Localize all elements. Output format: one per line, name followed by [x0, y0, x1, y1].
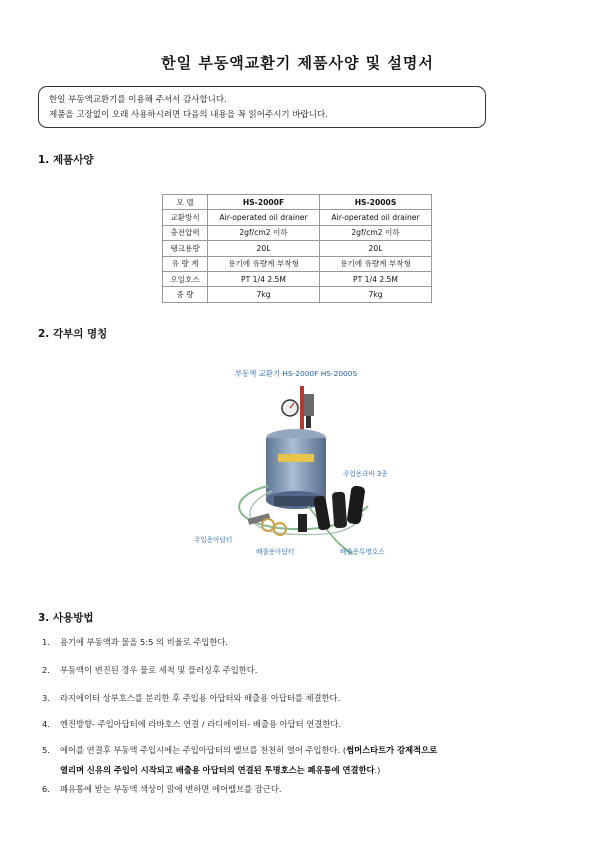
table-row	[163, 256, 432, 271]
notice-line-1: 한일 부동액교환기를 이용해 주셔서 감사합니다.	[49, 95, 227, 105]
document-title: 한일 부동액교환기 제품사양 및 설명서	[161, 54, 434, 72]
table-cell: 20L	[208, 241, 320, 256]
inject-adapter	[248, 513, 286, 535]
list-item	[42, 636, 228, 648]
table-cell: Air-operated oil drainer	[208, 210, 320, 225]
list-item	[42, 718, 341, 730]
step-number: 4.	[42, 719, 50, 729]
table-cell: 용기에 유량계 부착형	[320, 256, 432, 271]
label-lever: 주입용라바 3종	[343, 470, 388, 478]
step-text: .)	[374, 765, 381, 775]
list-item	[42, 692, 340, 704]
pressure-gauge	[282, 386, 314, 432]
table-row	[163, 210, 432, 225]
table-cell: 2gf/cm2 이하	[320, 225, 432, 240]
table-cell: 탱크용량	[163, 241, 208, 256]
table-row	[163, 241, 432, 256]
step-text: 라지에이터 상부호스를 분리한 후 주입용 아답터와 배출용 아답터를 체결한다.	[60, 693, 341, 703]
product-illustration	[188, 356, 410, 568]
step-number: 6.	[42, 784, 50, 794]
section-heading-spec: 1. 제품사양	[38, 154, 94, 166]
spec-header-cell: HS-2000F	[208, 195, 320, 210]
step-text: 엔진방향- 주입아답터에 라바호스 연결 / 라디에이터- 배출용 아답터 연결한다.	[60, 719, 341, 729]
step-text: 용기에 부동액과 물을 5:5 의 비율로 주입한다.	[60, 637, 229, 647]
step-text: 에어를 연결후 부동액 주입시에는 주입아답터의 밸브를 천천히 열어 주입한다. (	[60, 745, 347, 755]
table-cell: 중 량	[163, 287, 208, 302]
table-cell: 오일호스	[163, 271, 208, 286]
table-cell: PT 1/4 2.5M	[208, 271, 320, 286]
label-drain-adapter: 배출용아답터	[256, 548, 295, 556]
list-item-continuation	[60, 764, 380, 776]
step-text: 폐유통에 받는 부동액 색상이 맑에 변하면 에어밸브를 잠근다.	[60, 784, 282, 794]
step-number: 5.	[42, 745, 50, 755]
section-heading-usage: 3. 사용방법	[38, 612, 94, 624]
list-item	[42, 744, 437, 756]
table-cell: 20L	[320, 241, 432, 256]
spec-table-header	[163, 195, 432, 210]
table-cell: 교환방식	[163, 210, 208, 225]
notice-line-2: 제품을 고장없이 오래 사용하시려면 다음의 내용을 꼭 읽어주시기 바랍니다.	[49, 110, 328, 120]
list-item	[42, 783, 281, 795]
step-text: 부동액이 변진된 경우 물로 세척 및 플러싱후 주입한다.	[60, 665, 258, 675]
label-inject-adapter: 주입용아답터	[194, 536, 233, 544]
table-cell: 충전압력	[163, 225, 208, 240]
table-cell: 유 량 계	[163, 256, 208, 271]
product-photo	[188, 356, 410, 568]
section-heading-parts: 2. 각부의 명칭	[38, 328, 108, 340]
step-number: 3.	[42, 693, 50, 703]
spec-table	[162, 194, 432, 303]
drain-adapter	[298, 514, 307, 532]
table-cell: 7kg	[320, 287, 432, 302]
spec-header-cell: HS-2000S	[320, 195, 432, 210]
list-item	[42, 664, 257, 676]
spec-header-cell: 모 델	[163, 195, 208, 210]
notice-box	[38, 86, 486, 128]
label-clear-hose: 배출용투명호스	[340, 548, 385, 556]
step-text-bold: 썸머스타트가 강제적으로	[346, 745, 438, 755]
step-text-bold: 열리며 신유의 주입이 시작되고 배출용 아답터의 연결된 투명호스는 폐유통에 연결한다	[60, 765, 375, 775]
table-row	[163, 225, 432, 240]
table-cell: 2gf/cm2 이하	[208, 225, 320, 240]
step-number: 2.	[42, 665, 50, 675]
table-row	[163, 287, 432, 302]
photo-caption: 부동액 교환기 HS-2000F HS-2000S	[234, 369, 358, 378]
table-cell: 용기에 유량계 부착형	[208, 256, 320, 271]
table-row	[163, 271, 432, 286]
step-number: 1.	[42, 637, 50, 647]
table-cell: Air-operated oil drainer	[320, 210, 432, 225]
table-cell: 7kg	[208, 287, 320, 302]
table-cell: PT 1/4 2.5M	[320, 271, 432, 286]
